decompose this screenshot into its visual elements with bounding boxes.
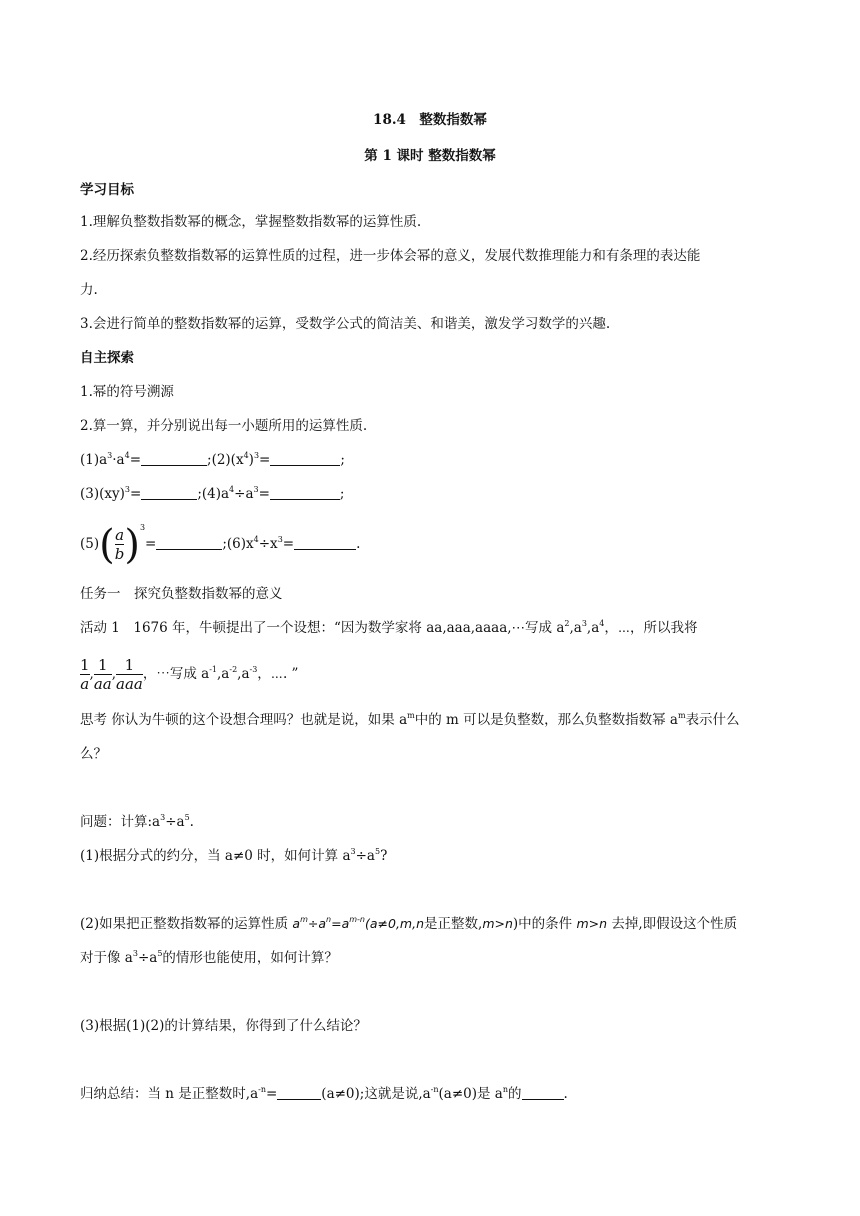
exercise-row-3: (5)( $\frac{a}{b}$ )$^3= ;(6)x^4\div x^3=$ .: [80, 521, 361, 568]
activity-1-tail-2: ，⋯. ”: [257, 666, 299, 682]
answer-blank-4[interactable]: [270, 485, 340, 500]
exercise-row-1: $(1)a^3\cdot a^4=$ $;(2)(x^4)^3=$ ;: [80, 451, 345, 468]
explore-item-1: 1.幂的符号溯源: [80, 384, 174, 400]
activity-1-text-2: ，⋯写成: [142, 666, 197, 682]
summary-blank-1[interactable]: [277, 1085, 321, 1100]
fraction-1-over-aaa: $\frac{1}{\text{aaa}}$: [116, 656, 143, 693]
goal-3: 3.会进行简单的整数指数幂的运算，受数学公式的简洁美、和谐美，激发学习数学的兴趣.: [80, 316, 611, 332]
goal-1: 1.理解负整数指数幂的概念，掌握整数指数幂的运算性质.: [80, 214, 422, 230]
question-2-text: (2)如果把正整数指数幂的运算性质: [80, 916, 289, 932]
question-2-condition: m>n: [482, 916, 513, 931]
question-2-line1: [80, 914, 737, 934]
fraction-1-over-aa: $\frac{1}{aa}$: [93, 656, 112, 693]
question-2b-end: 的情形也能使用，如何计算？: [162, 950, 338, 966]
goal-2-line2: 力.: [80, 282, 98, 298]
fraction-1-over-a: $\frac{1}{a}$: [80, 656, 90, 693]
think-line1: 思考 你认为牛顿的这个设想合理吗？也就是说，如果 $a^m$中的 m 可以是负整数，那么负整数指数幂 $a^m$表示什么: [80, 711, 740, 728]
goal-2-line1: 2.经历探索负整数指数幂的运算性质的过程，进一步体会幂的意义，发展代数推理能力和有条理的表达能: [80, 248, 701, 264]
question-2-line2: 对于像 $a^3\div a^5$的情形也能使用，如何计算？: [80, 949, 338, 966]
question-2-cn: 是正整数,: [424, 916, 483, 932]
question-text: 问题：计算:a: [80, 814, 161, 830]
question-2b-text: 对于像 a: [80, 950, 133, 966]
think-text-3: 表示什么: [685, 712, 740, 728]
question-2-condition-2: m>n: [576, 916, 608, 931]
activity-1-text: 活动 1 1676 年，牛顿提出了一个设想：“因为数学家将 aa,aaa,aaaa,⋯写成: [80, 620, 553, 636]
task-1-heading: 任务一 探究负整数指数幂的意义: [80, 586, 283, 602]
question-1: (1)根据分式的约分，当 a≠0 时，如何计算 $a^3\div a^5$?: [80, 847, 388, 864]
answer-blank-3[interactable]: [141, 485, 197, 500]
summary-blank-2[interactable]: [522, 1085, 564, 1100]
section-explore-heading: 自主探索: [80, 350, 134, 366]
explore-item-2: 2.算一算，并分别说出每一小题所用的运算性质.: [80, 418, 368, 434]
answer-blank-2[interactable]: [270, 451, 340, 466]
exercise-row-2: $(3)(xy)^3= ;(4)a^4\div a^3=$ ;: [80, 485, 345, 502]
summary-line: 归纳总结：当 n 是正整数时$,a^{-n}= (a\ne 0)$;这就是说$,a^{-n}(a\ne 0)$是 $a^n$的 .: [80, 1085, 568, 1102]
answer-blank-1[interactable]: [141, 451, 207, 466]
page-title: 18.4 整数指数幂: [373, 112, 487, 128]
section-goals-heading: 学习目标: [80, 182, 134, 198]
question-2-after: )中的条件: [512, 916, 573, 932]
summary-text-1: 归纳总结：当 n 是正整数时,a: [80, 1086, 259, 1102]
answer-blank-5[interactable]: [156, 535, 222, 550]
summary-text-2: (a≠0);这就是说,a: [321, 1086, 431, 1102]
think-text-1: 思考 你认为牛顿的这个设想合理吗？也就是说，如果 a: [80, 712, 408, 728]
lesson-subtitle: 第 1 课时 整数指数幂: [364, 148, 496, 164]
think-line2: 么？: [80, 746, 107, 762]
summary-end: .: [563, 1086, 568, 1102]
activity-1-tail: ，⋯，所以我将: [604, 620, 698, 636]
activity-1-line1: 活动 1 1676 年，牛顿提出了一个设想：“因为数学家将 aa,aaa,aaaa,⋯写成 $a^2,a^3,a^4$，⋯，所以我将: [80, 619, 698, 636]
activity-1-line2: $\frac{1}{a}$ , $\frac{1}{aa}$ , $\frac{1}{\text{aaa}}$ ，⋯写成 $a^{-1},a^{-2},a^{-3}$，⋯. ”: [80, 656, 299, 693]
question-2-end: 去掉,即假设这个性质: [611, 916, 738, 932]
think-text-2: 中的 m 可以是负整数，那么负整数指数幂 a: [414, 712, 678, 728]
summary-text-4: 的: [508, 1086, 522, 1102]
question-1-text: (1)根据分式的约分，当 a≠0 时，如何计算 a: [80, 848, 351, 864]
exponent-rule: $a^m\div a^n=a^{m-n}(a\ne 0,m,n$: [292, 915, 425, 931]
answer-blank-6[interactable]: [294, 535, 356, 550]
summary-text-3: (a≠0)是 a: [438, 1086, 503, 1102]
question-3: (3)根据(1)(2)的计算结果，你得到了什么结论？: [80, 1018, 367, 1034]
fraction-a-over-b: $\frac{a}{b}$: [114, 526, 125, 563]
question-line: 问题：计算$:a^3\div a^5$.: [80, 813, 194, 830]
